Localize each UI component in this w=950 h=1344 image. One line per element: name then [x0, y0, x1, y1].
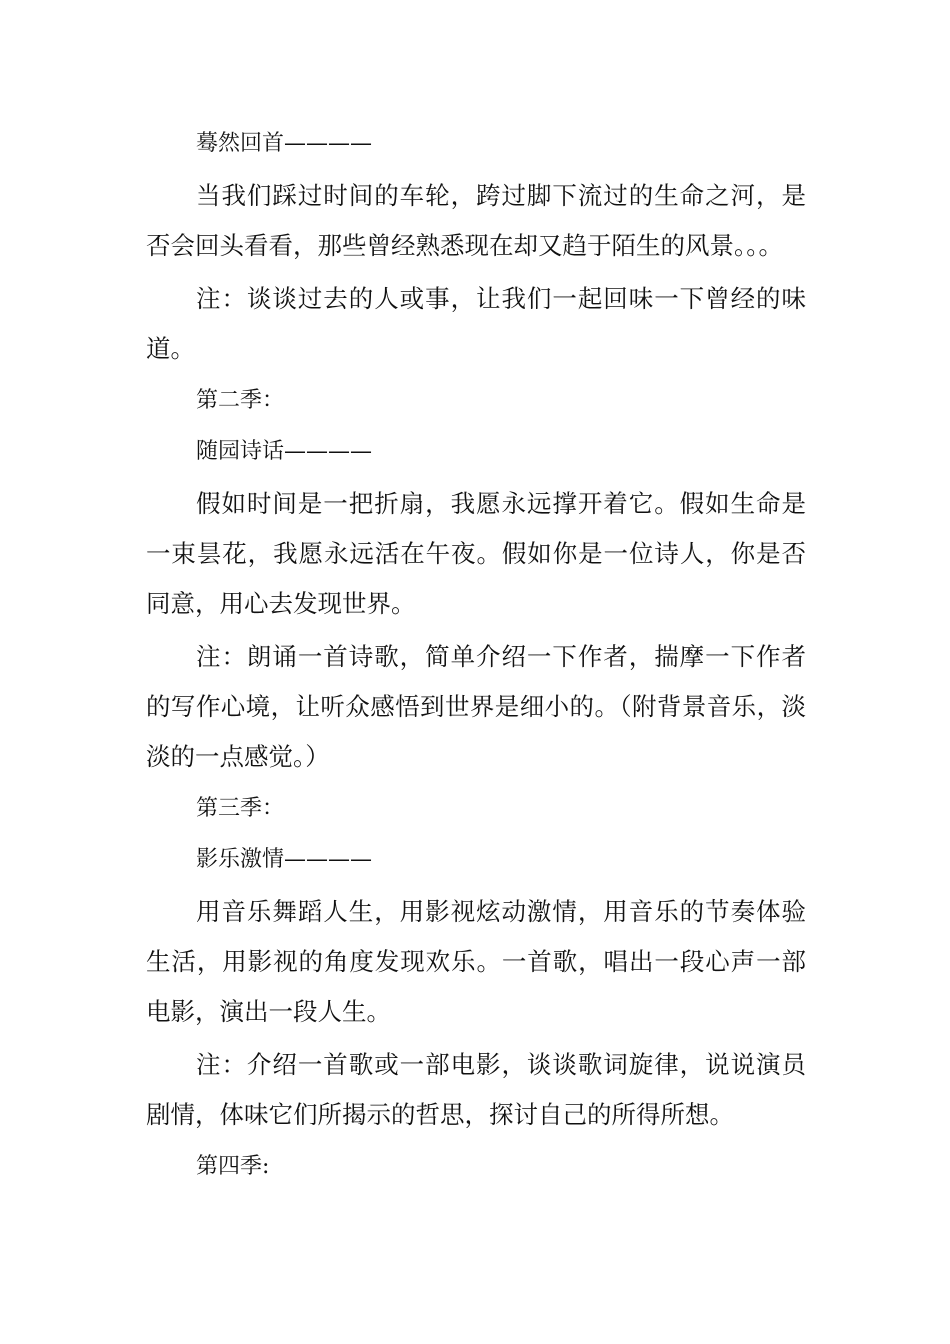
section-intro-yingyue: 用音乐舞蹈人生，用影视炫动激情，用音乐的节奏体验生活，用影视的角度发现欢乐。一首歌，唱出一段心声一部电影，演出一段人生。: [146, 897, 806, 1026]
section-intro-huishou: 当我们踩过时间的车轮，跨过脚下流过的生命之河，是否会回头看看，那些曾经熟悉现在却又趋于陌生的风景。。。: [146, 181, 806, 260]
document-page: [146, 120, 806, 1194]
section-note-huishou: 注：谈谈过去的人或事，让我们一起回味一下曾经的味道。: [146, 284, 806, 363]
section-heading-yingyue: 影乐激情————: [196, 847, 373, 872]
season-label-4: 第四季:: [196, 1154, 270, 1179]
season-label-3: 第三季：: [196, 796, 285, 821]
section-note-shihua: 注：朗诵一首诗歌，简单介绍一下作者，揣摩一下作者的写作心境，让听众感悟到世界是细小的。（附背景音乐，淡淡的一点感觉。）: [146, 642, 806, 771]
section-note-yingyue: 注：介绍一首歌或一部电影，谈谈歌词旋律，说说演员剧情，体味它们所揭示的哲思，探讨自己的所得所想。: [146, 1050, 806, 1129]
section-heading-huishou: 蓦然回首————: [196, 131, 373, 156]
section-heading-shihua: 随园诗话————: [196, 439, 373, 464]
section-intro-shihua: 假如时间是一把折扇，我愿永远撑开着它。假如生命是一束昙花，我愿永远活在午夜。假如你是一位诗人，你是否同意，用心去发现世界。: [146, 489, 806, 618]
season-label-2: 第二季：: [196, 388, 285, 413]
